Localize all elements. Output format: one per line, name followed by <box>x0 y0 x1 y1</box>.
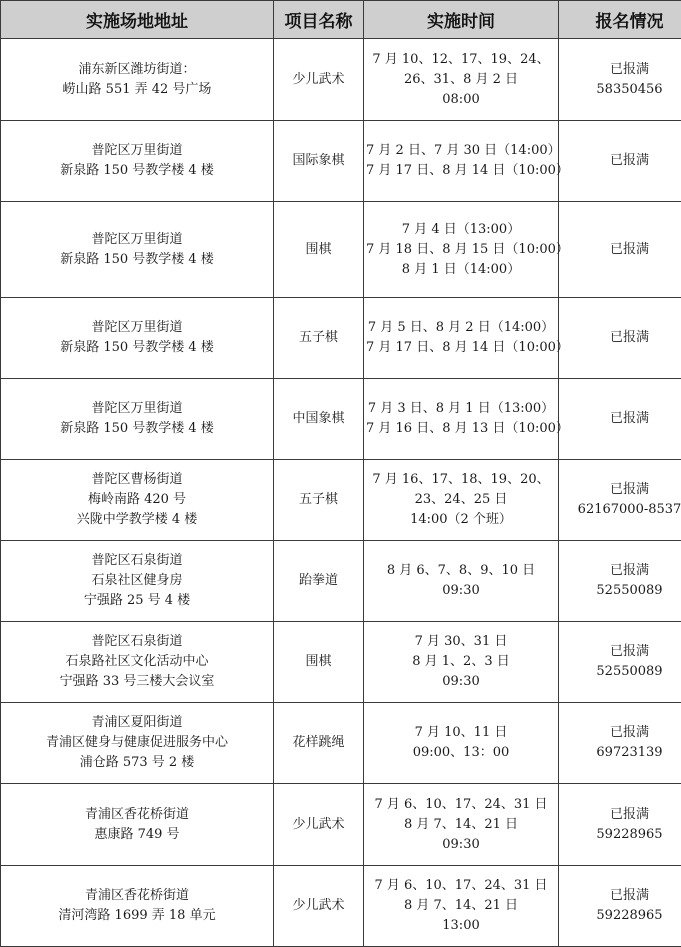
table-row <box>1 460 681 541</box>
project-cell: 少儿武术 <box>274 866 364 947</box>
status-cell: 已报满 69723139 <box>559 703 681 784</box>
table-row <box>1 784 681 866</box>
project-cell: 五子棋 <box>274 298 364 379</box>
status-cell: 已报满 62167000-8537 <box>559 460 681 541</box>
project-cell: 花样跳绳 <box>274 703 364 784</box>
location-cell: 青浦区香花桥街道 惠康路 749 号 <box>1 784 274 866</box>
project-cell: 中国象棋 <box>274 379 364 460</box>
status-cell: 已报满 59228965 <box>559 866 681 947</box>
project-cell: 围棋 <box>274 622 364 703</box>
table-row <box>1 703 681 784</box>
status-cell: 已报满 <box>559 121 681 202</box>
location-cell: 普陀区万里街道 新泉路 150 号教学楼 4 楼 <box>1 202 274 298</box>
location-cell: 普陀区曹杨街道 梅岭南路 420 号 兴陇中学教学楼 4 楼 <box>1 460 274 541</box>
header-row <box>1 1 681 39</box>
status-cell: 已报满 58350456 <box>559 39 681 121</box>
location-cell: 青浦区香花桥街道 清河湾路 1699 弄 18 单元 <box>1 866 274 947</box>
location-cell: 普陀区万里街道 新泉路 150 号教学楼 4 楼 <box>1 121 274 202</box>
table-row <box>1 298 681 379</box>
time-cell: 7 月 4 日（13:00） 7 月 18 日、8 月 15 日（10:00） 8 月 1 日（14:00） <box>364 202 559 298</box>
status-cell: 已报满 <box>559 379 681 460</box>
project-cell: 少儿武术 <box>274 39 364 121</box>
status-cell: 已报满 52550089 <box>559 541 681 622</box>
project-cell: 跆拳道 <box>274 541 364 622</box>
location-cell: 浦东新区潍坊街道： 崂山路 551 弄 42 号广场 <box>1 39 274 121</box>
time-cell: 7 月 16、17、18、19、20、 23、24、25 日 14:00（2 个班） <box>364 460 559 541</box>
time-cell: 7 月 3 日、8 月 1 日（13:00） 7 月 16 日、8 月 13 日（10:00） <box>364 379 559 460</box>
time-cell: 7 月 6、10、17、24、31 日 8 月 7、14、21 日 13:00 <box>364 866 559 947</box>
time-cell: 7 月 5 日、8 月 2 日（14:00） 7 月 17 日、8 月 14 日（10:00） <box>364 298 559 379</box>
status-cell: 已报满 <box>559 202 681 298</box>
table-row <box>1 39 681 121</box>
location-cell: 普陀区万里街道 新泉路 150 号教学楼 4 楼 <box>1 379 274 460</box>
table-row <box>1 379 681 460</box>
location-cell: 青浦区夏阳街道 青浦区健身与健康促进服务中心 浦仓路 573 号 2 楼 <box>1 703 274 784</box>
table-row <box>1 866 681 947</box>
table-row <box>1 541 681 622</box>
status-cell: 已报满 59228965 <box>559 784 681 866</box>
status-cell: 已报满 52550089 <box>559 622 681 703</box>
project-cell: 少儿武术 <box>274 784 364 866</box>
location-cell: 普陀区石泉街道 石泉社区健身房 宁强路 25 号 4 楼 <box>1 541 274 622</box>
header-location: 实施场地地址 <box>1 1 274 39</box>
status-cell: 已报满 <box>559 298 681 379</box>
location-cell: 普陀区石泉街道 石泉路社区文化活动中心 宁强路 33 号三楼大会议室 <box>1 622 274 703</box>
header-project: 项目名称 <box>274 1 364 39</box>
project-cell: 国际象棋 <box>274 121 364 202</box>
header-status: 报名情况 <box>559 1 681 39</box>
table-row <box>1 202 681 298</box>
table-row <box>1 622 681 703</box>
header-time: 实施时间 <box>364 1 559 39</box>
location-cell: 普陀区万里街道 新泉路 150 号教学楼 4 楼 <box>1 298 274 379</box>
time-cell: 7 月 10、12、17、19、24、 26、31、8 月 2 日 08:00 <box>364 39 559 121</box>
time-cell: 7 月 6、10、17、24、31 日 8 月 7、14、21 日 09:30 <box>364 784 559 866</box>
table-row <box>1 121 681 202</box>
time-cell: 7 月 2 日、7 月 30 日（14:00） 7 月 17 日、8 月 14 日（10:00） <box>364 121 559 202</box>
time-cell: 7 月 10、11 日 09:00、13：00 <box>364 703 559 784</box>
time-cell: 8 月 6、7、8、9、10 日 09:30 <box>364 541 559 622</box>
time-cell: 7 月 30、31 日 8 月 1、2、3 日 09:30 <box>364 622 559 703</box>
project-cell: 五子棋 <box>274 460 364 541</box>
project-cell: 围棋 <box>274 202 364 298</box>
